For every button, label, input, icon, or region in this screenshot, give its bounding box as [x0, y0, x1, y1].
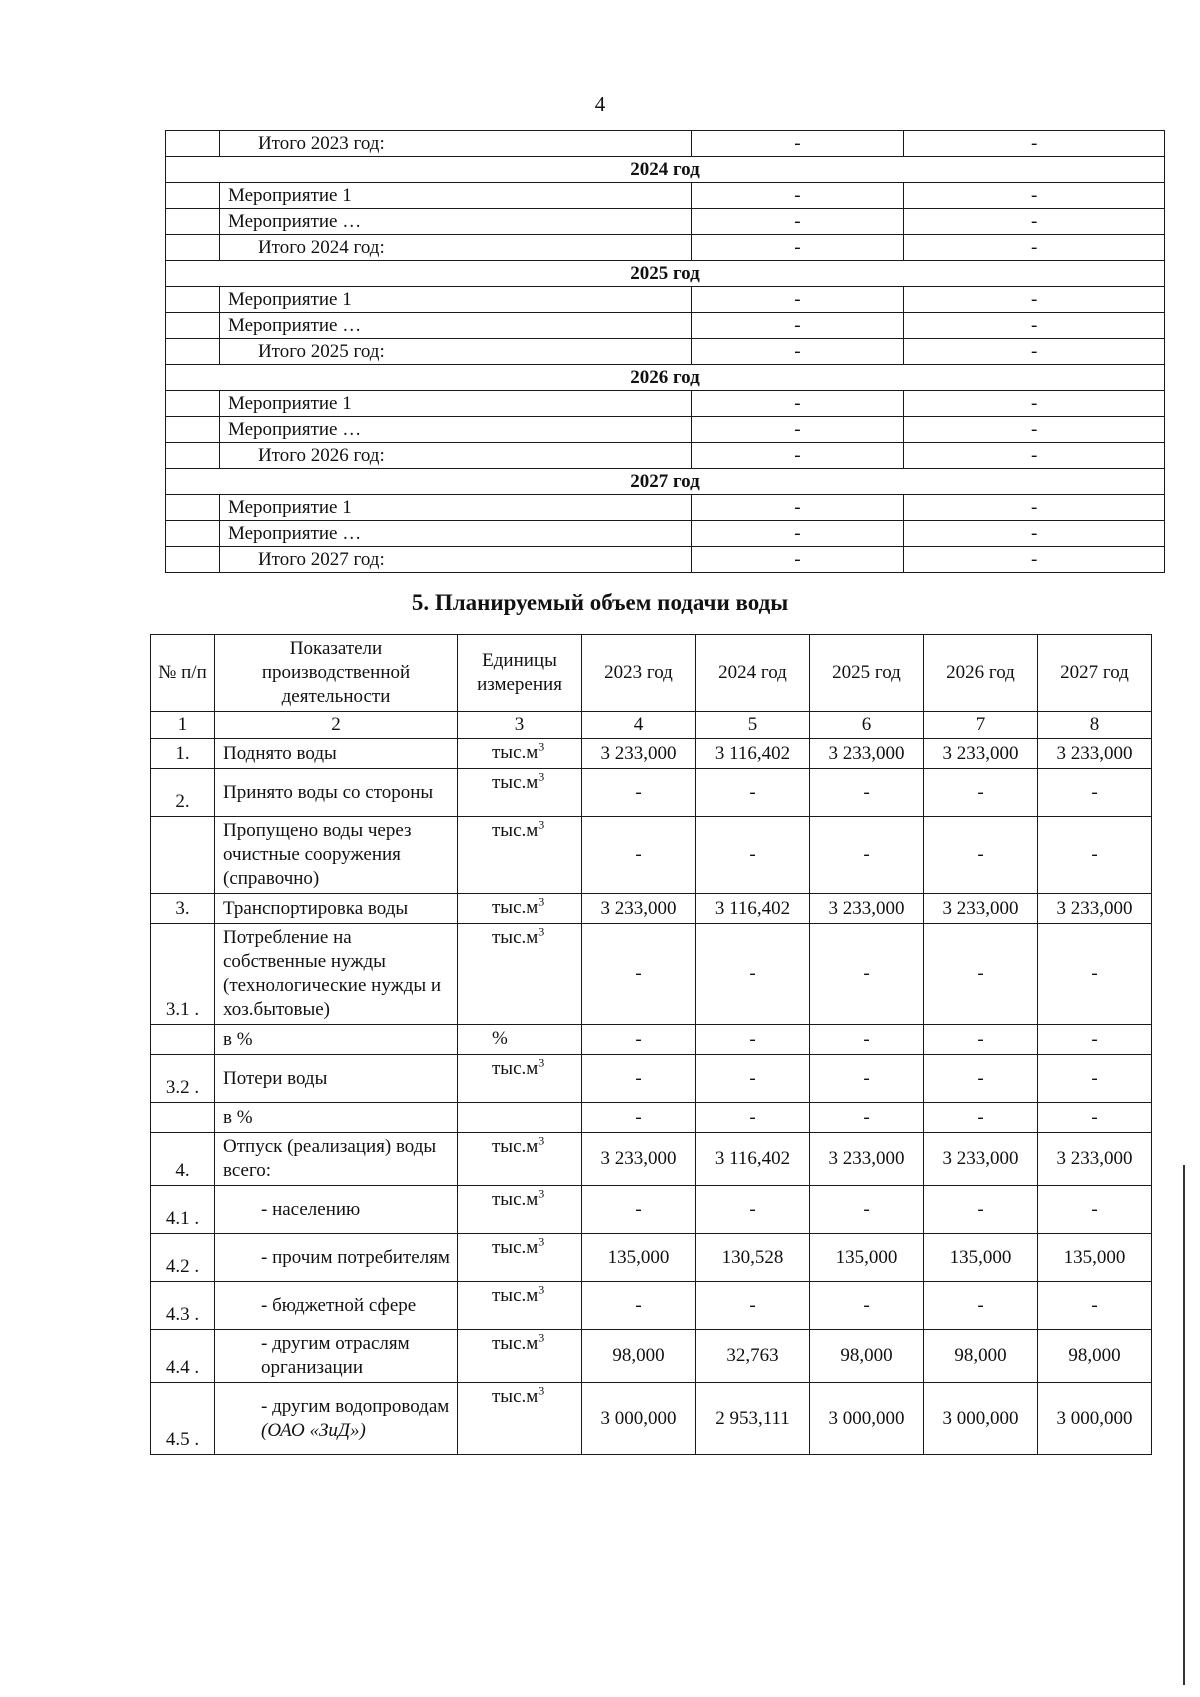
indicator-row	[151, 1133, 1152, 1186]
unit-exponent: 3	[538, 1055, 545, 1070]
event-value-2: -	[904, 521, 1165, 547]
event-value-1: -	[691, 443, 904, 469]
indicator-cell	[215, 739, 458, 769]
indicator-cell	[215, 1103, 458, 1133]
value-cell-2025: 3 000,000	[810, 1383, 924, 1455]
indicator-row	[151, 1383, 1152, 1455]
event-value-2: -	[904, 443, 1165, 469]
value-cell-2024: -	[696, 924, 810, 1025]
value-cell-2027: 3 233,000	[1038, 1133, 1152, 1186]
indicator-cell	[215, 924, 458, 1025]
row-number: 4.2 .	[151, 1234, 215, 1282]
event-value-2: -	[904, 417, 1165, 443]
event-value-2: -	[904, 235, 1165, 261]
indicator-cell	[215, 817, 458, 894]
indicator-cell	[215, 894, 458, 924]
indicator-name: Поднято воды	[223, 742, 337, 764]
event-value-1: -	[691, 313, 904, 339]
total-label: Итого 2027 год:	[219, 547, 691, 573]
value-cell-2027: -	[1038, 1282, 1152, 1330]
value-cell-2023: -	[582, 924, 696, 1025]
row-number-cell	[166, 443, 220, 469]
header-unit: Единицы измерения	[458, 635, 582, 712]
year-total-row	[166, 547, 1165, 573]
event-name: Мероприятие 1	[219, 391, 691, 417]
row-number-cell	[166, 235, 220, 261]
event-row	[166, 495, 1165, 521]
year-total-row	[166, 443, 1165, 469]
column-number: 6	[810, 712, 924, 739]
unit-cell	[458, 1103, 582, 1133]
row-number-cell	[166, 521, 220, 547]
indicator-row	[151, 1330, 1152, 1383]
value-cell-2025: -	[810, 1025, 924, 1055]
value-cell-2026: -	[924, 924, 1038, 1025]
event-name: Мероприятие 1	[219, 495, 691, 521]
row-number: 4.4 .	[151, 1330, 215, 1383]
column-number: 5	[696, 712, 810, 739]
row-number-cell	[166, 495, 220, 521]
value-cell-2027: -	[1038, 1103, 1152, 1133]
row-number-cell	[166, 183, 220, 209]
column-number: 7	[924, 712, 1038, 739]
row-number: 4.1 .	[151, 1186, 215, 1234]
unit-cell	[458, 894, 582, 924]
unit-cell	[458, 817, 582, 894]
indicator-note: (ОАО «ЗиД»)	[261, 1419, 366, 1441]
indicator-row	[151, 769, 1152, 817]
value-cell-2024: 130,528	[696, 1234, 810, 1282]
indicator-cell	[215, 1282, 458, 1330]
unit-exponent: 3	[538, 894, 545, 909]
value-cell-2026: -	[924, 1186, 1038, 1234]
header-year-2025: 2025 год	[810, 635, 924, 712]
event-value-1: -	[691, 131, 904, 157]
event-value-2: -	[904, 547, 1165, 573]
indicator-name: - бюджетной сфере	[261, 1294, 417, 1316]
value-cell-2027: -	[1038, 769, 1152, 817]
value-cell-2026: 3 233,000	[924, 894, 1038, 924]
indicator-name: - другим отраслям организации	[261, 1333, 410, 1378]
event-value-1: -	[691, 391, 904, 417]
total-label: Итого 2025 год:	[219, 339, 691, 365]
event-value-1: -	[691, 287, 904, 313]
row-number	[151, 1103, 215, 1133]
indicator-name: - другим водопроводам	[261, 1395, 450, 1417]
event-row	[166, 391, 1165, 417]
value-cell-2024: 3 116,402	[696, 739, 810, 769]
value-cell-2024: 3 116,402	[696, 894, 810, 924]
value-cell-2023: -	[582, 1103, 696, 1133]
event-row	[166, 183, 1165, 209]
unit-cell	[458, 769, 582, 817]
row-number-cell	[166, 547, 220, 573]
value-cell-2026: 3 233,000	[924, 1133, 1038, 1186]
event-value-2: -	[904, 183, 1165, 209]
unit-exponent: 3	[538, 769, 545, 784]
value-cell-2023: -	[582, 769, 696, 817]
column-number-row	[151, 712, 1152, 739]
indicator-name: Потери воды	[223, 1067, 328, 1089]
indicator-name: Транспортировка воды	[223, 897, 409, 919]
unit-label: тыс.м	[492, 1136, 539, 1157]
event-value-1: -	[691, 209, 904, 235]
value-cell-2023: -	[582, 1025, 696, 1055]
header-year-2024: 2024 год	[696, 635, 810, 712]
unit-cell	[458, 1055, 582, 1103]
event-value-1: -	[691, 339, 904, 365]
row-number: 4.	[151, 1133, 215, 1186]
column-number: 2	[215, 712, 458, 739]
scan-edge-line	[1183, 1165, 1185, 1685]
indicator-row	[151, 1055, 1152, 1103]
year-label: 2027 год	[166, 469, 1165, 495]
row-number-cell	[166, 287, 220, 313]
unit-exponent: 3	[538, 1330, 545, 1345]
total-label: Итого 2023 год:	[219, 131, 691, 157]
row-number-cell	[166, 339, 220, 365]
unit-cell	[458, 1330, 582, 1383]
indicator-name: Принято воды со стороны	[223, 781, 434, 803]
indicator-row	[151, 817, 1152, 894]
year-label: 2025 год	[166, 261, 1165, 287]
value-cell-2025: 135,000	[810, 1234, 924, 1282]
event-value-2: -	[904, 495, 1165, 521]
year-total-row	[166, 131, 1165, 157]
value-cell-2026: 3 000,000	[924, 1383, 1038, 1455]
value-cell-2026: 135,000	[924, 1234, 1038, 1282]
indicator-cell	[215, 1186, 458, 1234]
unit-label: тыс.м	[492, 1333, 539, 1354]
row-number: 4.3 .	[151, 1282, 215, 1330]
header-year-2027: 2027 год	[1038, 635, 1152, 712]
row-number-cell	[166, 313, 220, 339]
value-cell-2023: 3 000,000	[582, 1383, 696, 1455]
value-cell-2024: 32,763	[696, 1330, 810, 1383]
event-row	[166, 521, 1165, 547]
year-header-row	[166, 261, 1165, 287]
value-cell-2026: -	[924, 817, 1038, 894]
value-cell-2024: -	[696, 1025, 810, 1055]
header-indicator: Показатели производственной деятельности	[215, 635, 458, 712]
value-cell-2023: -	[582, 817, 696, 894]
unit-label: тыс.м	[492, 1189, 539, 1210]
event-row	[166, 209, 1165, 235]
unit-exponent: 3	[538, 739, 545, 754]
unit-label: тыс.м	[492, 1386, 539, 1407]
year-label: 2024 год	[166, 157, 1165, 183]
event-value-1: -	[691, 495, 904, 521]
value-cell-2027: 3 233,000	[1038, 894, 1152, 924]
value-cell-2027: 3 233,000	[1038, 739, 1152, 769]
row-number-cell	[166, 131, 220, 157]
value-cell-2027: 3 000,000	[1038, 1383, 1152, 1455]
event-value-1: -	[691, 521, 904, 547]
indicator-row	[151, 1025, 1152, 1055]
value-cell-2024: 3 116,402	[696, 1133, 810, 1186]
indicator-name: Потребление на собственные нужды (технологические нужды и хоз.бытовые)	[223, 927, 442, 1020]
value-cell-2025: -	[810, 769, 924, 817]
value-cell-2023: -	[582, 1055, 696, 1103]
indicator-name: - населению	[261, 1198, 361, 1220]
header-year-2026: 2026 год	[924, 635, 1038, 712]
value-cell-2024: -	[696, 1103, 810, 1133]
unit-label: %	[492, 1028, 508, 1049]
value-cell-2023: 3 233,000	[582, 1133, 696, 1186]
year-header-row	[166, 157, 1165, 183]
value-cell-2026: 98,000	[924, 1330, 1038, 1383]
value-cell-2024: 2 953,111	[696, 1383, 810, 1455]
indicator-row	[151, 1282, 1152, 1330]
indicator-name: Отпуск (реализация) воды всего:	[223, 1136, 437, 1181]
row-number: 3.	[151, 894, 215, 924]
row-number: 1.	[151, 739, 215, 769]
unit-cell	[458, 1282, 582, 1330]
value-cell-2025: 3 233,000	[810, 894, 924, 924]
header-no: № п/п	[151, 635, 215, 712]
header-year-2023: 2023 год	[582, 635, 696, 712]
events-table	[165, 130, 1165, 573]
event-name: Мероприятие 1	[219, 183, 691, 209]
row-number-cell	[166, 391, 220, 417]
indicator-cell	[215, 1055, 458, 1103]
indicator-row	[151, 1234, 1152, 1282]
unit-label: тыс.м	[492, 742, 539, 763]
event-row	[166, 417, 1165, 443]
event-value-1: -	[691, 235, 904, 261]
column-number: 1	[151, 712, 215, 739]
value-cell-2027: -	[1038, 1025, 1152, 1055]
event-value-2: -	[904, 209, 1165, 235]
event-row	[166, 313, 1165, 339]
year-header-row	[166, 469, 1165, 495]
value-cell-2023: 98,000	[582, 1330, 696, 1383]
value-cell-2027: -	[1038, 924, 1152, 1025]
unit-cell	[458, 1025, 582, 1055]
value-cell-2027: -	[1038, 1186, 1152, 1234]
value-cell-2024: -	[696, 1186, 810, 1234]
value-cell-2023: -	[582, 1186, 696, 1234]
value-cell-2026: 3 233,000	[924, 739, 1038, 769]
value-cell-2027: -	[1038, 817, 1152, 894]
indicator-cell	[215, 1133, 458, 1186]
event-value-2: -	[904, 339, 1165, 365]
total-label: Итого 2024 год:	[219, 235, 691, 261]
event-name: Мероприятие …	[219, 209, 691, 235]
unit-label: тыс.м	[492, 772, 539, 793]
value-cell-2025: -	[810, 817, 924, 894]
value-cell-2025: 3 233,000	[810, 739, 924, 769]
row-number-cell	[166, 417, 220, 443]
event-value-2: -	[904, 131, 1165, 157]
value-cell-2024: -	[696, 817, 810, 894]
value-cell-2024: -	[696, 1282, 810, 1330]
value-cell-2027: 135,000	[1038, 1234, 1152, 1282]
event-name: Мероприятие …	[219, 417, 691, 443]
year-label: 2026 год	[166, 365, 1165, 391]
value-cell-2025: 3 233,000	[810, 1133, 924, 1186]
value-cell-2025: -	[810, 1186, 924, 1234]
value-cell-2025: 98,000	[810, 1330, 924, 1383]
unit-exponent: 3	[538, 1133, 545, 1148]
value-cell-2026: -	[924, 1055, 1038, 1103]
year-total-row	[166, 339, 1165, 365]
unit-cell	[458, 1186, 582, 1234]
indicator-row	[151, 924, 1152, 1025]
row-number: 3.2 .	[151, 1055, 215, 1103]
indicator-name: в %	[223, 1028, 253, 1050]
water-supply-volume-table	[150, 634, 1152, 1455]
event-value-1: -	[691, 417, 904, 443]
unit-cell	[458, 1383, 582, 1455]
unit-cell	[458, 924, 582, 1025]
unit-cell	[458, 1234, 582, 1282]
indicator-row	[151, 1186, 1152, 1234]
unit-label: тыс.м	[492, 1058, 539, 1079]
unit-label: тыс.м	[492, 820, 539, 841]
unit-exponent: 3	[538, 1282, 545, 1297]
indicator-row	[151, 894, 1152, 924]
unit-label: тыс.м	[492, 897, 539, 918]
unit-exponent: 3	[538, 1383, 545, 1398]
indicator-cell	[215, 1234, 458, 1282]
row-number-cell	[166, 209, 220, 235]
unit-label: тыс.м	[492, 1285, 539, 1306]
unit-label: тыс.м	[492, 1237, 539, 1258]
year-total-row	[166, 235, 1165, 261]
value-cell-2024: -	[696, 769, 810, 817]
header-row	[151, 635, 1152, 712]
row-number: 3.1 .	[151, 924, 215, 1025]
total-label: Итого 2026 год:	[219, 443, 691, 469]
event-value-2: -	[904, 287, 1165, 313]
page-number: 4	[594, 92, 606, 116]
unit-label: тыс.м	[492, 927, 539, 948]
indicator-row	[151, 739, 1152, 769]
unit-exponent: 3	[538, 1234, 545, 1249]
row-number	[151, 1025, 215, 1055]
event-row	[166, 287, 1165, 313]
row-number: 4.5 .	[151, 1383, 215, 1455]
value-cell-2023: 3 233,000	[582, 894, 696, 924]
value-cell-2025: -	[810, 924, 924, 1025]
value-cell-2023: 135,000	[582, 1234, 696, 1282]
column-number: 8	[1038, 712, 1152, 739]
value-cell-2024: -	[696, 1055, 810, 1103]
unit-cell	[458, 739, 582, 769]
indicator-name: - прочим потребителям	[261, 1246, 450, 1268]
value-cell-2026: -	[924, 1282, 1038, 1330]
value-cell-2025: -	[810, 1103, 924, 1133]
value-cell-2026: -	[924, 769, 1038, 817]
value-cell-2023: 3 233,000	[582, 739, 696, 769]
event-value-1: -	[691, 547, 904, 573]
section-title: 5. Планируемый объем подачи воды	[411, 590, 789, 615]
value-cell-2026: -	[924, 1025, 1038, 1055]
indicator-cell	[215, 1383, 458, 1455]
indicator-cell	[215, 769, 458, 817]
event-value-2: -	[904, 391, 1165, 417]
value-cell-2023: -	[582, 1282, 696, 1330]
value-cell-2027: 98,000	[1038, 1330, 1152, 1383]
event-name: Мероприятие …	[219, 521, 691, 547]
year-header-row	[166, 365, 1165, 391]
value-cell-2027: -	[1038, 1055, 1152, 1103]
event-value-2: -	[904, 313, 1165, 339]
unit-cell	[458, 1133, 582, 1186]
unit-exponent: 3	[538, 1186, 545, 1201]
event-value-1: -	[691, 183, 904, 209]
column-number: 4	[582, 712, 696, 739]
value-cell-2025: -	[810, 1282, 924, 1330]
indicator-row	[151, 1103, 1152, 1133]
row-number: 2.	[151, 769, 215, 817]
row-number	[151, 817, 215, 894]
value-cell-2026: -	[924, 1103, 1038, 1133]
column-number: 3	[458, 712, 582, 739]
event-name: Мероприятие …	[219, 313, 691, 339]
value-cell-2025: -	[810, 1055, 924, 1103]
indicator-name: в %	[223, 1106, 253, 1128]
unit-exponent: 3	[538, 817, 545, 832]
unit-exponent: 3	[538, 924, 545, 939]
indicator-cell	[215, 1330, 458, 1383]
event-name: Мероприятие 1	[219, 287, 691, 313]
indicator-name: Пропущено воды через очистные сооружения (справочно)	[223, 820, 412, 889]
indicator-cell	[215, 1025, 458, 1055]
